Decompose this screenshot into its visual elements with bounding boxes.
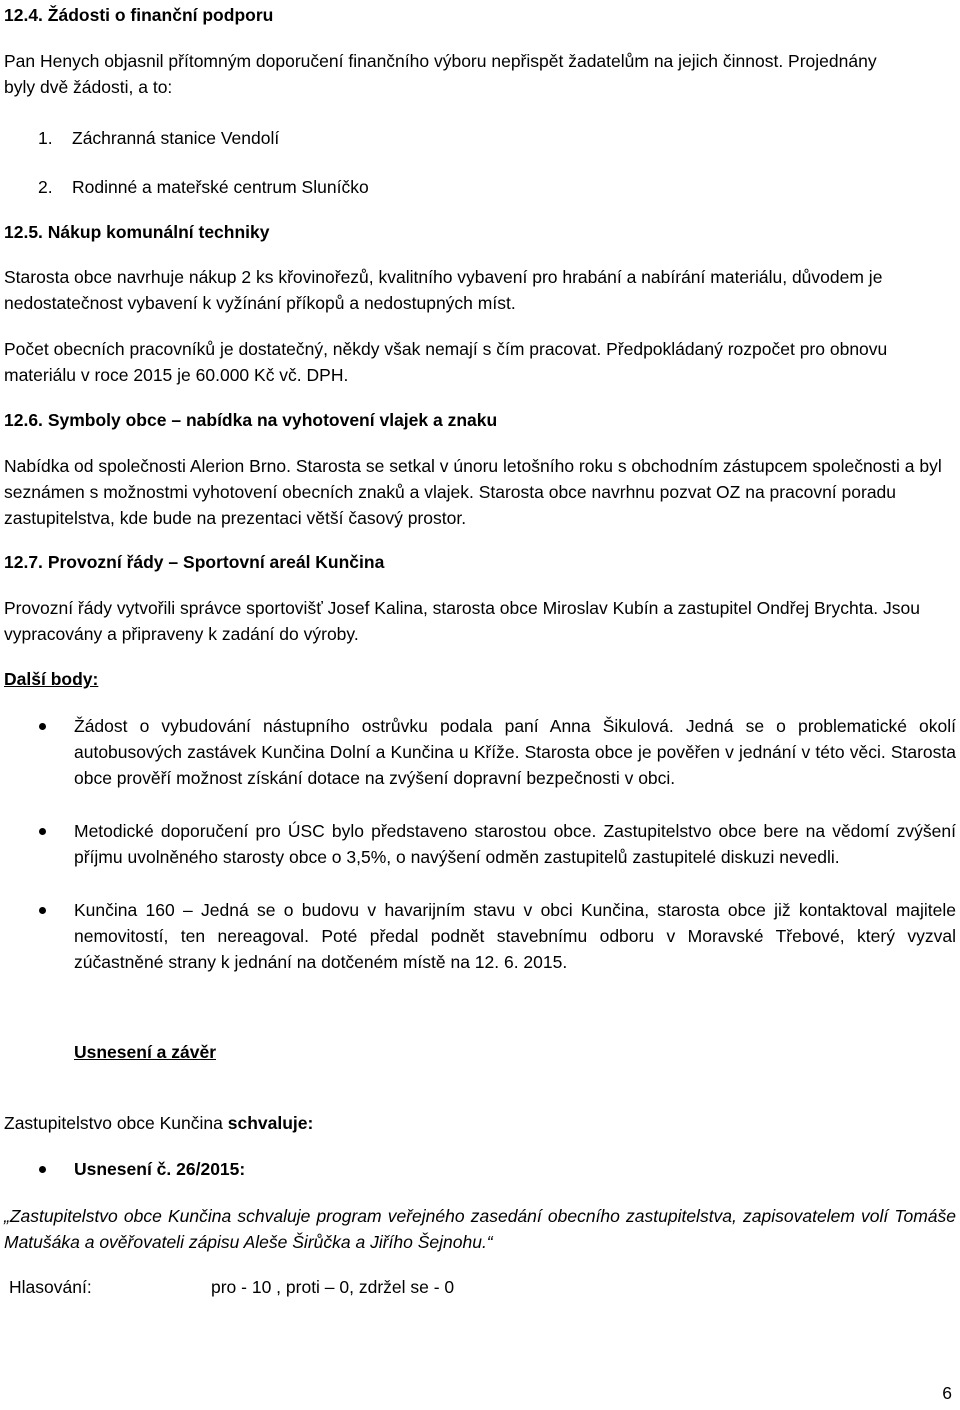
section-12-6-heading xyxy=(4,407,960,433)
vote-label: Hlasování: xyxy=(9,1277,92,1297)
heading-dash: – xyxy=(171,410,182,430)
bullet-icon xyxy=(39,723,46,730)
heading-number: 12.6. xyxy=(4,410,43,430)
request-text: Záchranná stanice Vendolí xyxy=(72,128,280,148)
resolution-intro-approves: schvaluje: xyxy=(227,1113,314,1133)
list-item-text: Metodické doporučení pro ÚSC bylo představeno starostou obce. Zastupitelstvo obce bere na vědomí zvýšení příjmu uvolněného starosty obce o 3,5%, o navýšení odměn zastupitelů zastupitelé diskuzi nevedli. xyxy=(74,821,956,867)
page-number: 6 xyxy=(942,1383,952,1403)
resolution-quote: „Zastupitelstvo obce Kunčina schvaluje program veřejného zasedání obecního zastupitelstva, zapisovatelem volí Tomáše Matušáka a ověřovateli zápisu Aleše Širůčka a Jiřího Šejnohu.“ xyxy=(4,1206,956,1252)
section-12-5-paragraph-1: Starosta obce navrhuje nákup 2 ks křovinořezů, kvalitního vybavení pro hrabání a nabírání materiálu, důvodem je nedostatečnost vybavení k vyžínání příkopů a nedostupných míst. xyxy=(4,267,883,313)
request-item-2 xyxy=(38,174,960,200)
bullet-icon xyxy=(39,1166,46,1173)
heading-part-b: nabídka na vyhotovení vlajek a znaku xyxy=(185,410,498,430)
vote-line xyxy=(9,1274,960,1300)
section-12-5-heading: 12.5. Nákup komunální techniky xyxy=(4,222,270,242)
resolution-heading: Usnesení a závěr xyxy=(74,1042,217,1062)
section-12-5-paragraph-2: Počet obecních pracovníků je dostatečný, někdy však nemají s čím pracovat. Předpokládaný rozpočet pro obnovu materiálu v roce 2015 je 60.000 Kč vč. DPH. xyxy=(4,339,888,385)
request-item-1 xyxy=(38,125,960,151)
request-text: Rodinné a mateřské centrum Sluníčko xyxy=(72,177,369,197)
heading-dash: – xyxy=(168,552,179,572)
section-12-4-paragraph: Pan Henych objasnil přítomným doporučení finančního výboru nepřispět žadatelům na jejich činnost. Projednány byly dvě žádosti, a to: xyxy=(4,51,877,97)
heading-part-a: Provozní řády xyxy=(47,552,164,572)
section-12-7-heading xyxy=(4,549,960,575)
heading-part-b: Sportovní areál Kunčina xyxy=(183,552,385,572)
bullet-icon xyxy=(39,828,46,835)
vote-result: pro - 10 , proti – 0, zdržel se - 0 xyxy=(211,1277,455,1297)
heading-number: 12.7. xyxy=(4,552,43,572)
resolution-intro-text: Zastupitelstvo obce Kunčina xyxy=(4,1113,228,1133)
list-item-text: Žádost o vybudování nástupního ostrůvku podala paní Anna Šikulová. Jedná se o problematické okolí autobusových zastávek Kunčina Dolní a Kunčina u Kříže. Starosta obce je pověřen v jednání v této věci. Starosta obce prověří možnost získání dotace na zvýšení dopravní bezpečnosti v obci. xyxy=(74,716,956,788)
request-number: 1. xyxy=(38,128,53,148)
section-12-4-heading: 12.4. Žádosti o finanční podporu xyxy=(4,5,274,25)
resolution-item-label: Usnesení č. 26/2015: xyxy=(74,1159,246,1179)
request-number: 2. xyxy=(38,177,53,197)
section-12-7-paragraph: Provozní řády vytvořili správce sportovišť Josef Kalina, starosta obce Miroslav Kubín a zastupitel Ondřej Brychta. Jsou vypracovány a připraveny k zadání do výroby. xyxy=(4,598,920,644)
bullet-icon xyxy=(39,907,46,914)
section-12-6-paragraph: Nabídka od společnosti Alerion Brno. Starosta se setkal v únoru letošního roku s obchodním zástupcem společnosti a byl seznámen s možnostmi vyhotovení obecních znaků a vlajek. Starosta obce navrhnu pozvat OZ na pracovní poradu zastupitelstva, kde bude na prezentaci větší časový prostor. xyxy=(4,456,942,528)
other-points-heading: Další body: xyxy=(4,669,99,689)
list-item-text: Kunčina 160 – Jedná se o budovu v havarijním stavu v obci Kunčina, starosta obce již kontaktoval majitele nemovitostí, ten nereagoval. Poté předal podnět stavebnímu odboru v Moravské Třebové, který vyzval zúčastněné strany k jednání na dotčeném místě na 12. 6. 2015. xyxy=(74,900,956,972)
heading-part-a: Symboly obce xyxy=(47,410,167,430)
resolution-intro xyxy=(4,1110,960,1136)
